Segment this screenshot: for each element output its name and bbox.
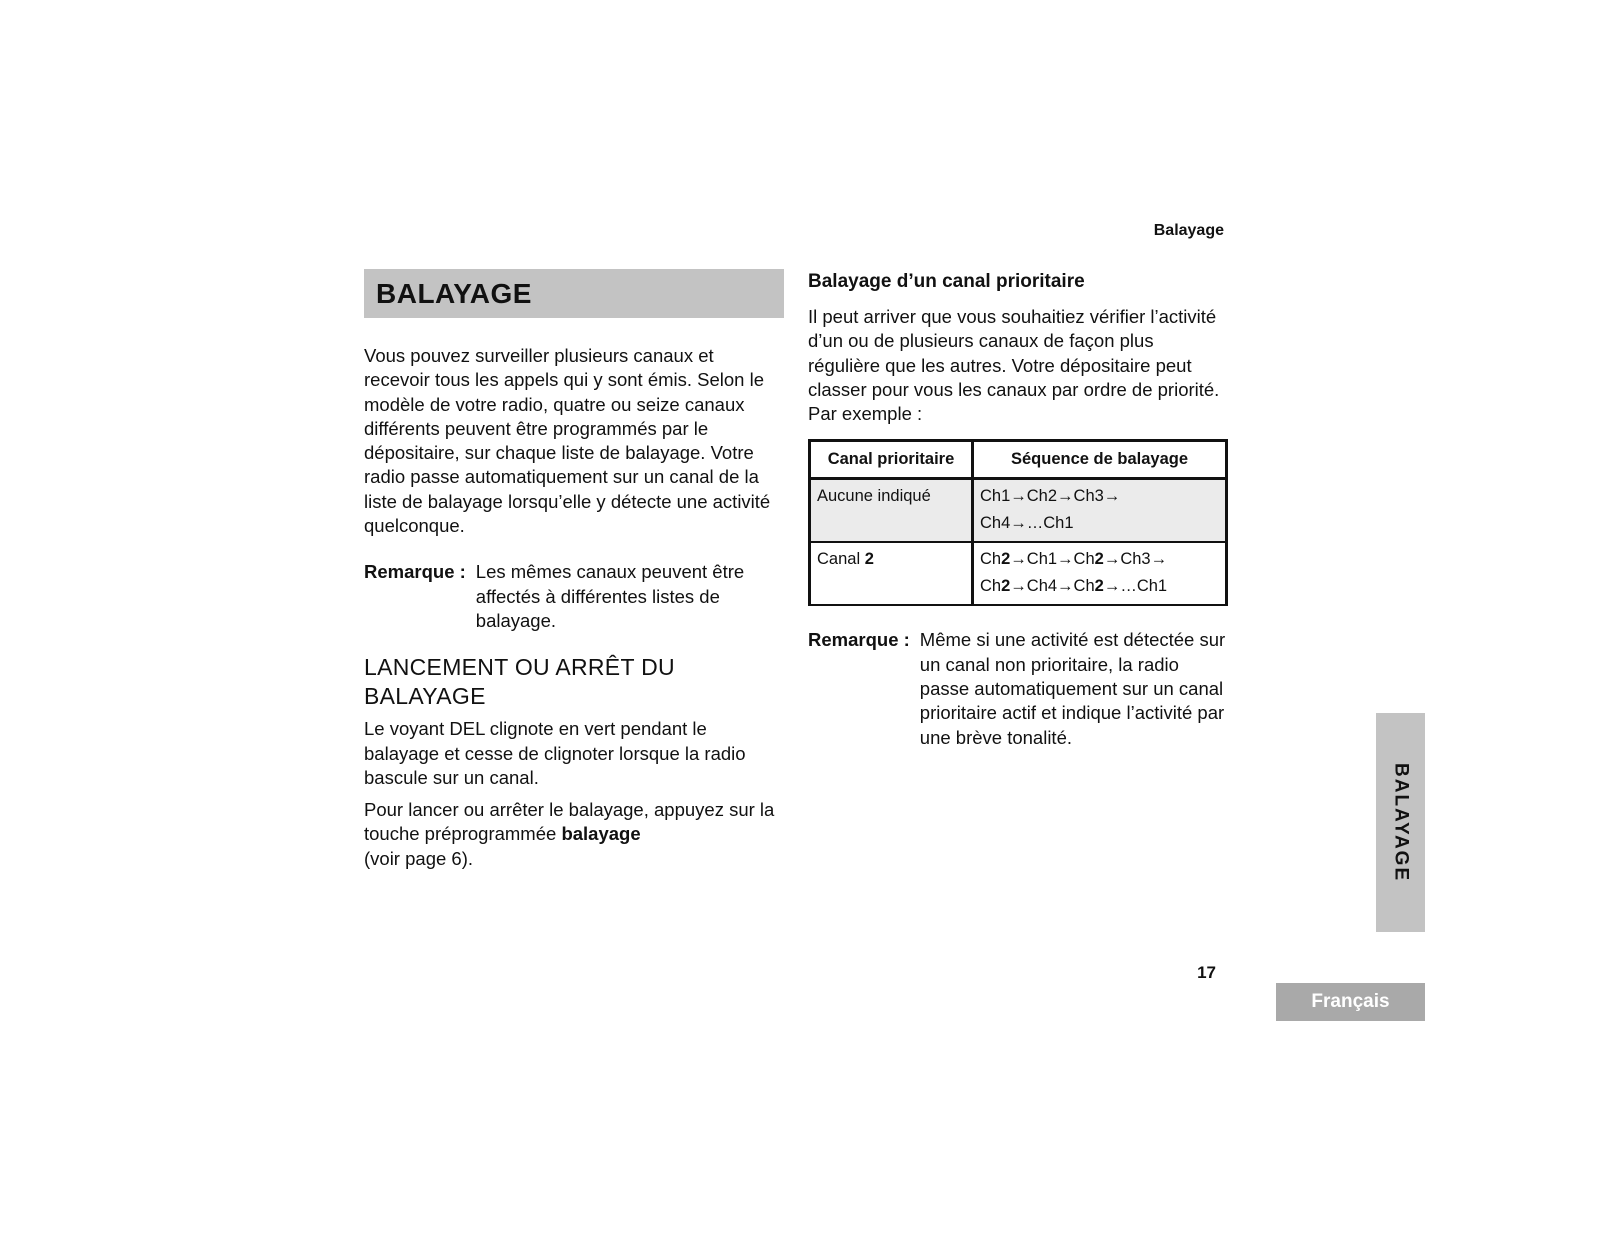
note-text: Même si une activité est détectée sur un canal non prioritaire, la radio passe automatiquement sur un canal prioritaire actif et indique l’activité par une brève tonalité. — [919, 629, 1226, 748]
seq-part: Ch — [980, 550, 1002, 569]
language-tab: Français — [1276, 983, 1425, 1021]
seq-part-bold: 2 — [1094, 577, 1104, 596]
scan-key-paragraph — [364, 798, 784, 871]
seq-part: Ch — [980, 577, 1002, 596]
seq-part: →Ch4→Ch — [1010, 577, 1095, 596]
sequence-line — [980, 546, 1219, 573]
page-reference: (voir page 6). — [364, 847, 473, 869]
table-cell: Aucune indiqué — [810, 479, 973, 543]
priority-heading: Balayage d’un canal prioritaire — [808, 271, 1085, 292]
note-label: Remarque : — [364, 561, 466, 583]
table-cell — [973, 479, 1227, 543]
seq-part-bold: 2 — [1001, 550, 1011, 569]
table-row — [810, 542, 1227, 605]
side-tab-label: BALAYAGE — [1390, 762, 1412, 883]
table-cell — [810, 542, 973, 605]
seq-part-bold: 2 — [1094, 550, 1104, 569]
table-header-row — [810, 441, 1227, 479]
section-title: BALAYAGE — [364, 269, 784, 318]
channel-prefix: Canal — [817, 550, 865, 569]
seq-part-bold: 2 — [1001, 577, 1011, 596]
table-cell — [973, 542, 1227, 605]
intro-paragraph: Vous pouvez surveiller plusieurs canaux et recevoir tous les appels qui y sont émis. Selon le modèle de votre radio, quatre ou seize canaux différents peuvent être programmés par le dépositaire, sur chaque liste de balayage. Votre radio passe automatiquement sur un canal de la liste de balayage lorsqu’elle y détecte une activité quelconque. — [364, 345, 771, 537]
priority-table — [808, 439, 1228, 606]
sequence-line: Ch4→…Ch1 — [980, 514, 1074, 533]
page-number: 17 — [1197, 963, 1216, 982]
right-column — [808, 269, 1228, 750]
priority-note-block — [808, 628, 1228, 749]
table-row — [810, 479, 1227, 543]
note-text: Les mêmes canaux peuvent être affectés à différentes listes de balayage. — [475, 561, 745, 631]
chapter-side-tab — [1376, 713, 1425, 932]
note-block — [364, 560, 784, 633]
table-header: Canal prioritaire — [810, 441, 973, 479]
priority-intro: Il peut arriver que vous souhaitiez vérifier l’activité d’un ou de plusieurs canaux de façon plus régulière que les autres. Votre dépositaire peut classer pour vous les canaux par ordre de priorité. Par exemple : — [808, 306, 1220, 425]
sequence-line — [980, 573, 1219, 600]
seq-part: →Ch1→Ch — [1010, 550, 1095, 569]
left-column — [364, 269, 784, 871]
note-label: Remarque : — [808, 629, 910, 651]
sequence-line: Ch1→Ch2→Ch3→ — [980, 487, 1121, 506]
channel-number: 2 — [864, 550, 874, 569]
running-header: Balayage — [1153, 222, 1224, 239]
seq-part: →Ch3→ — [1103, 550, 1168, 569]
led-paragraph: Le voyant DEL clignote en vert pendant le balayage et cesse de clignoter lorsque la radio bascule sur un canal. — [364, 718, 746, 788]
table-header: Séquence de balayage — [973, 441, 1227, 479]
subsection-heading: LANCEMENT OU ARRÊT DU BALAYAGE — [364, 654, 675, 710]
seq-part: →…Ch1 — [1103, 577, 1168, 596]
scan-key-name: balayage — [561, 823, 641, 845]
scan-key-text: Pour lancer ou arrêter le balayage, appuyez sur la touche préprogrammée — [364, 799, 775, 845]
